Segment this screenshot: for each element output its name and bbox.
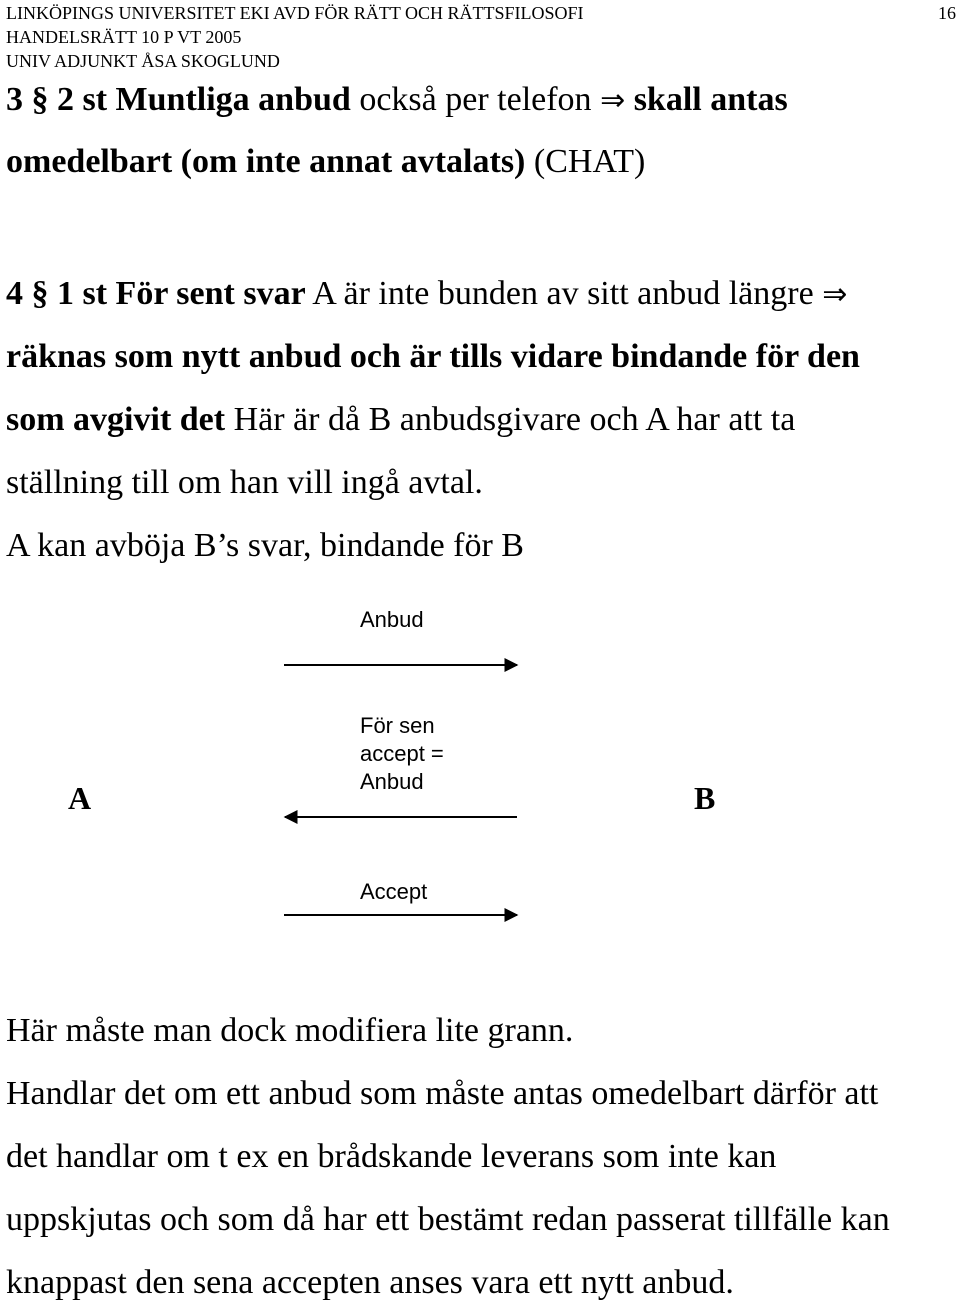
section3-line1: Här måste man dock modifiera lite grann. xyxy=(6,1012,574,1049)
section2-rule: räknas som nytt anbud och är tills vidare bindande för den xyxy=(6,338,860,375)
header-course: HANDELSRÄTT 10 P VT 2005 xyxy=(6,27,242,47)
section1-ref: 3 § 2 st Muntliga anbud xyxy=(6,81,351,118)
section2-rule-cont: som avgivit det xyxy=(6,401,226,438)
diagram-label-accept: Accept xyxy=(360,879,428,904)
section3-line2: Handlar det om ett anbud som måste antas omedelbart därför att xyxy=(6,1075,879,1112)
section3-line4: uppskjutas och som då har ett bestämt redan passerat tillfälle kan xyxy=(6,1201,890,1238)
section2-text-cont: Här är då B anbudsgivare och A har att ta xyxy=(225,401,796,438)
header-institution: LINKÖPINGS UNIVERSITET EKI AVD FÖR RÄTT OCH RÄTTSFILOSOFI xyxy=(6,3,584,23)
section3-line5: knappast den sena accepten anses vara ett nytt anbud. xyxy=(6,1264,734,1301)
section2-ref: 4 § 1 st För sent svar xyxy=(6,275,306,312)
diagram-label-late-accept-1: För sen xyxy=(360,713,435,738)
section2-line5: A kan avböja B’s svar, bindande för B xyxy=(6,527,524,564)
section2-line4: ställning till om han vill ingå avtal. xyxy=(6,464,483,501)
diagram-label-late-accept-3: Anbud xyxy=(360,769,424,794)
page-number: 16 xyxy=(938,3,956,23)
section1-text: också per telefon xyxy=(350,81,601,118)
header-author: UNIV ADJUNKT ÅSA SKOGLUND xyxy=(6,51,280,71)
diagram-label-anbud: Anbud xyxy=(360,607,424,632)
section2-text: A är inte bunden av sitt anbud längre xyxy=(305,275,823,312)
diagram-label-late-accept-2: accept = xyxy=(360,741,444,766)
section3-line3: det handlar om t ex en brådskande leverans som inte kan xyxy=(6,1138,777,1175)
section1-chat: (CHAT) xyxy=(525,143,646,180)
party-a: A xyxy=(68,780,92,816)
section1-rule: skall antas xyxy=(625,81,788,118)
section1-rule-cont: omedelbart (om inte annat avtalats) xyxy=(6,143,526,180)
implies-arrow-icon: ⇒ xyxy=(822,277,848,312)
implies-arrow-icon: ⇒ xyxy=(600,83,626,118)
party-b: B xyxy=(694,780,716,816)
